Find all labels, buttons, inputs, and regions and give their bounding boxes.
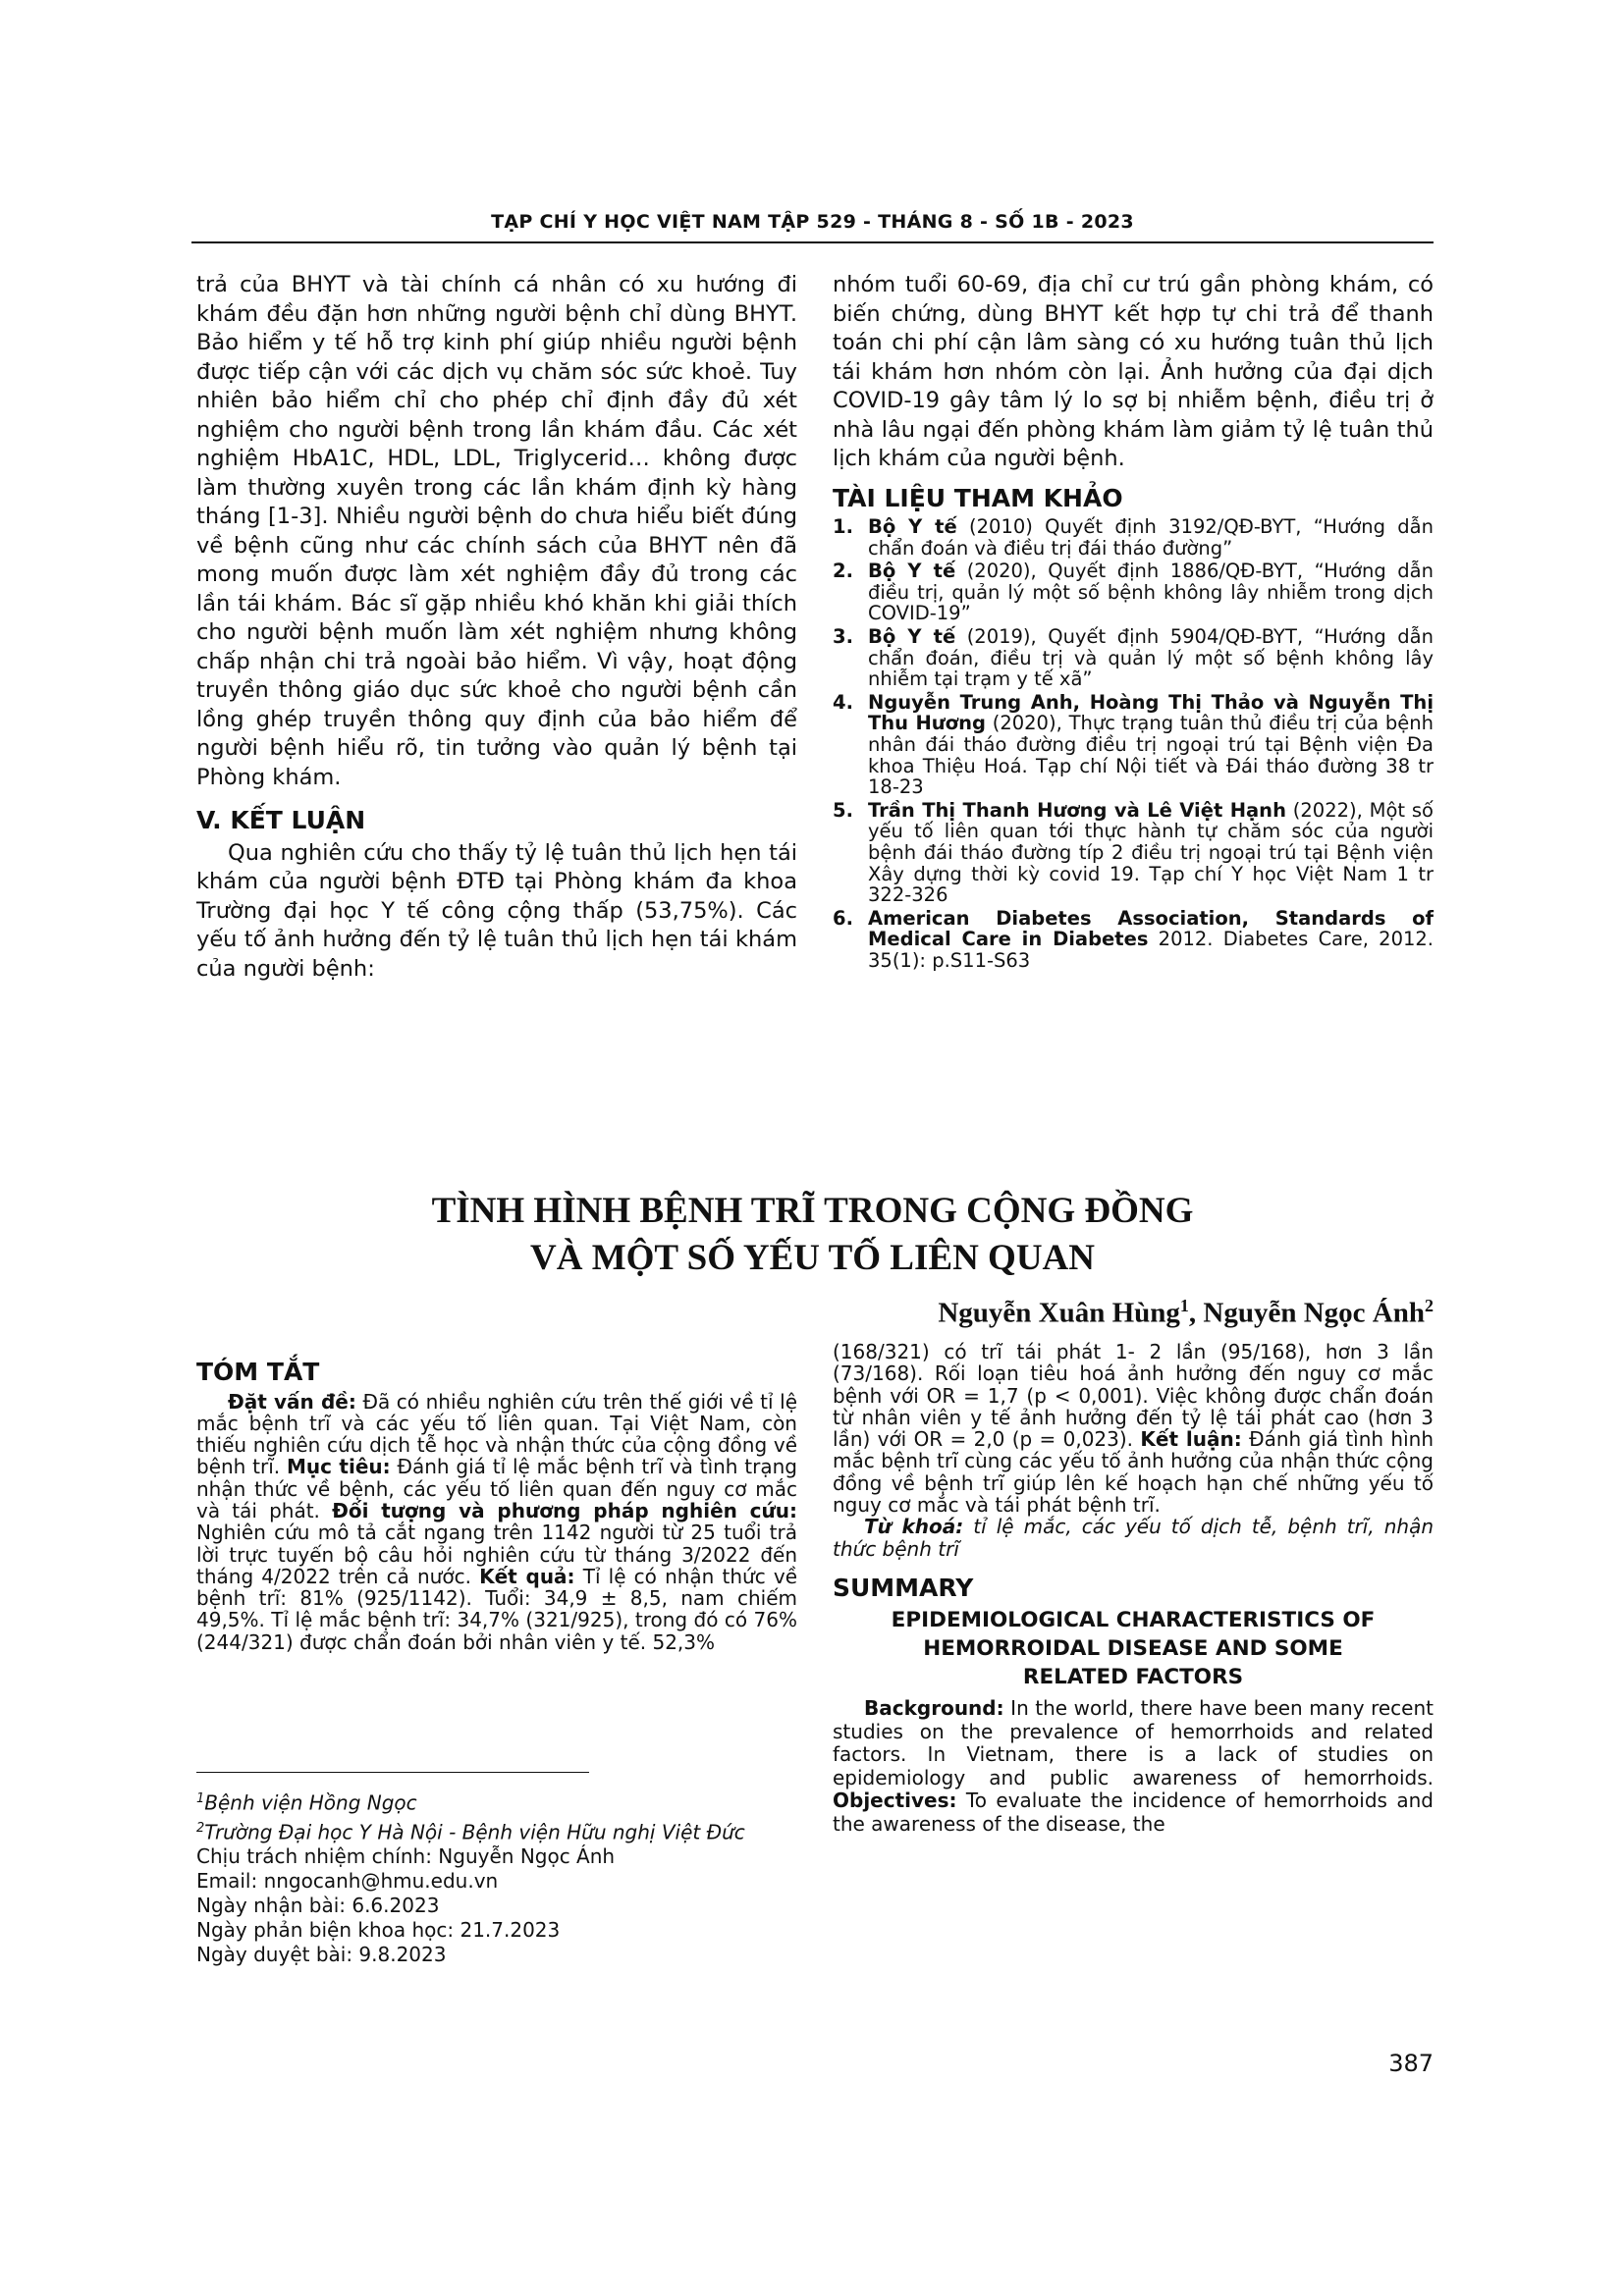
abstract-label: Mục tiêu: (286, 1455, 391, 1479)
abstract-text: Đánh giá tỉ lệ mắc bệnh trĩ và tình trạng nhận thức về bệnh, các yếu tố liên quan đến nguy cơ mắc và tái phát. (196, 1455, 798, 1522)
author-name: Nguyễn Ngọc Ánh (1203, 1297, 1425, 1329)
reference-author: Bộ Y tế (868, 515, 957, 538)
right-column-top (833, 271, 1434, 973)
reference-text: (2019), Quyết định 5904/QĐ-BYT, “Hướng dẫn chẩn đoán, điều trị và quản lý một số bệnh không lây nhiễm tại trạm y tế xã” (868, 624, 1434, 691)
reference-text: 2012. Diabetes Care, 2012. 35(1): p.S11-S63 (868, 928, 1434, 972)
article-title (191, 1188, 1434, 1282)
abstract-text: Đánh giá tình hình mắc bệnh trĩ cùng các yếu tố ảnh hưởng của nhận thức cộng đồng về bệnh trĩ giúp lên kế hoạch hạn chế những yếu tố nguy cơ mắc và tái phát bệnh trĩ. (833, 1427, 1434, 1518)
author-name: Nguyễn Xuân Hùng (938, 1297, 1180, 1329)
reference-item (833, 908, 1434, 972)
email: Email: nngocanh@hmu.edu.vn (196, 1869, 499, 1894)
accepted-date: Ngày duyệt bài: 9.8.2023 (196, 1943, 447, 1967)
affiliation-text: Trường Đại học Y Hà Nội - Bệnh viện Hữu nghị Việt Đức (204, 1820, 745, 1844)
right-column-bottom (833, 1341, 1434, 1836)
keywords (833, 1516, 1434, 1560)
abstract-paragraph (196, 1391, 797, 1654)
summary-title-line: HEMORROIDAL DISEASE AND SOME (923, 1636, 1343, 1662)
body-paragraph: trả của BHYT và tài chính cá nhân có xu hướng đi khám đều đặn hơn những người bệnh chỉ dùng BHYT. Bảo hiểm y tế hỗ trợ kinh phí giúp nhiều người bệnh được tiếp cận với các dịch vụ chăm sóc sức khoẻ. Tuy nhiên bảo hiểm chỉ cho phép chỉ định đầy đủ xét nghiệm cho người bệnh trong lần khám đầu. Các xét nghiệm HbA1C, HDL, LDL, Triglycerid… không được làm thường xuyên trong các lần khám định kỳ hàng tháng [1-3]. Nhiều người bệnh do chưa hiểu biết đúng về bệnh cũng như các chính sách của BHYT nên đã mong muốn được làm xét nghiệm đầy đủ trong các lần tái khám. Bác sĩ gặp nhiều khó khăn khi giải thích cho người bệnh muốn làm xét nghiệm nhưng không chấp nhận chi trả ngoài bảo hiểm. Vì vậy, hoạt động truyền thông giáo dục sức khoẻ cho người bệnh cần lồng ghép truyền thông quy định của bảo hiểm để người bệnh hiểu rõ, tin tưởng vào quản lý bệnh tại Phòng khám. (196, 272, 797, 790)
summary-title (833, 1606, 1434, 1691)
page-number: 387 (1388, 2050, 1434, 2077)
author-list (805, 1296, 1434, 1330)
reference-number: 6. (833, 906, 853, 930)
reference-author: Nguyễn Trung Anh, Hoàng Thị Thảo và Nguyễn Thị Thu Hương (868, 690, 1434, 735)
references-heading: TÀI LIỆU THAM KHẢO (833, 483, 1123, 512)
affiliation-marker: 2 (1425, 1296, 1434, 1315)
abstract-label: Kết luận: (1140, 1427, 1242, 1452)
summary-text: To evaluate the incidence of hemorrhoids and the awareness of the disease, the (833, 1789, 1434, 1836)
abstract-label: Đối tượng và phương pháp nghiên cứu: (332, 1498, 797, 1522)
reference-list (833, 516, 1434, 971)
reference-item (833, 516, 1434, 559)
conclusion-heading: V. KẾT LUẬN (196, 806, 366, 834)
abstract-label: Kết quả: (479, 1564, 575, 1588)
affiliation-marker: 1 (1179, 1296, 1189, 1315)
reference-author: Trần Thị Thanh Hương và Lê Việt Hạnh (868, 798, 1286, 822)
body-paragraph: nhóm tuổi 60-69, địa chỉ cư trú gần phòng khám, có biến chứng, dùng BHYT kết hợp tự chi trả để thanh toán chi phí cận lâm sàng có xu hướng tuân thủ lịch tái khám hơn nhóm còn lại. Ảnh hưởng của đại dịch COVID-19 gây tâm lý lo sợ bị nhiễm bệnh, điều trị ở nhà lâu ngại đến phòng khám làm giảm tỷ lệ tuân thủ lịch khám của người bệnh. (833, 272, 1434, 471)
reference-item (833, 692, 1434, 798)
reference-item (833, 561, 1434, 624)
abstract-text: Đã có nhiều nghiên cứu trên thế giới về tỉ lệ mắc bệnh trĩ và các yếu tố liên quan. Tại Việt Nam, còn thiếu nghiên cứu dịch tễ học và nhận thức của cộng đồng về bệnh trĩ. (196, 1389, 797, 1479)
reference-number: 2. (833, 560, 853, 583)
summary-label: Objectives: (833, 1789, 957, 1813)
reference-item (833, 626, 1434, 690)
affiliation-text: Bệnh viện Hồng Ngọc (204, 1790, 417, 1815)
author-separator: , (1188, 1297, 1204, 1329)
reference-number: 3. (833, 624, 853, 648)
affiliation-marker: 1 (196, 1791, 205, 1806)
keywords-label: Từ khoá: (864, 1515, 964, 1539)
footnotes (196, 1787, 797, 1967)
summary-title-line: EPIDEMIOLOGICAL CHARACTERISTICS OF (891, 1608, 1376, 1633)
abstract-text: Tỉ lệ có nhận thức về bệnh trĩ: 81% (925/1142). Tuổi: 34,9 ± 8,5, nam chiếm 49,5%. Tỉ lệ mắc bệnh trĩ: 34,7% (321/925), trong đó có 76% (244/321) được chẩn đoán bởi nhân viên y tế. 52,3% (196, 1564, 798, 1654)
abstract-paragraph (833, 1341, 1434, 1516)
summary-title-line: RELATED FACTORS (1022, 1665, 1244, 1690)
footnote-rule (196, 1772, 589, 1773)
header-rule (191, 241, 1434, 243)
summary-text: In the world, there have been many recent studies on the prevalence of hemorrhoids and related factors. In Vietnam, there is a lack of studies on epidemiology and public awareness of hemorrhoids. (833, 1696, 1434, 1789)
conclusion-paragraph: Qua nghiên cứu cho thấy tỷ lệ tuân thủ lịch hẹn tái khám của người bệnh ĐTĐ tại Phòng khám đa khoa Trường đại học Y tế công cộng thấp (53,75%). Các yếu tố ảnh hưởng đến tỷ lệ tuân thủ lịch hẹn tái khám của người bệnh: (196, 839, 797, 982)
abstract-text: (168/321) có trĩ tái phát 1- 2 lần (95/168), hơn 3 lần (73/168). Rối loạn tiêu hoá ảnh hưởng đến nguy cơ mắc bệnh với OR = 1,7 (p < 0,001). Việc không được chẩn đoán từ nhân viên y tế ảnh hưởng đến tỷ lệ tái phát cao (hơn 3 lần) với OR = 2,0 (p = 0,023). (833, 1340, 1434, 1452)
left-column-bottom (196, 1358, 797, 1653)
corresponding-author: Chịu trách nhiệm chính: Nguyễn Ngọc Ánh (196, 1844, 616, 1869)
abstract-label: Đặt vấn đề: (228, 1389, 356, 1414)
summary-heading: SUMMARY (833, 1573, 974, 1602)
reference-text: (2010) Quyết định 3192/QĐ-BYT, “Hướng dẫn chẩn đoán và điều trị đái tháo đường” (868, 515, 1434, 560)
running-header: TẠP CHÍ Y HỌC VIỆT NAM TẬP 529 - THÁNG 8 - SỐ 1B - 2023 (491, 211, 1134, 233)
reference-number: 5. (833, 798, 853, 822)
reference-text: (2020), Quyết định 1886/QĐ-BYT, “Hướng dẫn điều trị, quản lý một số bệnh không lây nhiễm trong dịch COVID-19” (868, 560, 1434, 625)
keywords-text: tỉ lệ mắc, các yếu tố dịch tễ, bệnh trĩ, nhận thức bệnh trĩ (833, 1515, 1434, 1561)
reference-item (833, 800, 1434, 906)
affiliation-2 (196, 1816, 797, 1845)
summary-label: Background: (864, 1696, 1004, 1721)
reference-author: American Diabetes Association, Standards of Medical Care in Diabetes (868, 906, 1434, 951)
received-date: Ngày nhận bài: 6.6.2023 (196, 1894, 440, 1918)
review-date: Ngày phản biện khoa học: 21.7.2023 (196, 1918, 561, 1943)
reference-number: 1. (833, 515, 853, 538)
affiliation-marker: 2 (196, 1820, 205, 1836)
affiliation-1 (196, 1787, 797, 1816)
summary-paragraph (833, 1697, 1434, 1836)
reference-text: (2022), Một số yếu tố liên quan tới thực hành tự chăm sóc của người bệnh đái tháo đường típ 2 điều trị ngoại trú tại Bệnh viện Xây dựng thời kỳ covid 19. Tạp chí Y học Việt Nam 1 tr 322-326 (868, 798, 1434, 907)
reference-author: Bộ Y tế (868, 624, 956, 648)
reference-text: (2020), Thực trạng tuân thủ điều trị của bệnh nhân đái tháo đường điều trị ngoại trú tại Bệnh viện Đa khoa Thiệu Hoá. Tạp chí Nội tiết và Đái tháo đường 38 tr 18-23 (868, 712, 1435, 799)
left-column-top (196, 271, 797, 984)
reference-author: Bộ Y tế (868, 560, 956, 583)
abstract-heading: TÓM TẮT (196, 1358, 320, 1386)
article-title-line: TÌNH HÌNH BỆNH TRĨ TRONG CỘNG ĐỒNG (431, 1191, 1194, 1231)
reference-number: 4. (833, 690, 853, 714)
abstract-text: Nghiên cứu mô tả cắt ngang trên 1142 người từ 25 tuổi trả lời trực tuyến bộ câu hỏi nghiên cứu từ tháng 3/2022 đến tháng 4/2022 trên cả nước. (196, 1521, 797, 1588)
article-title-line: VÀ MỘT SỐ YẾU TỐ LIÊN QUAN (530, 1238, 1095, 1278)
